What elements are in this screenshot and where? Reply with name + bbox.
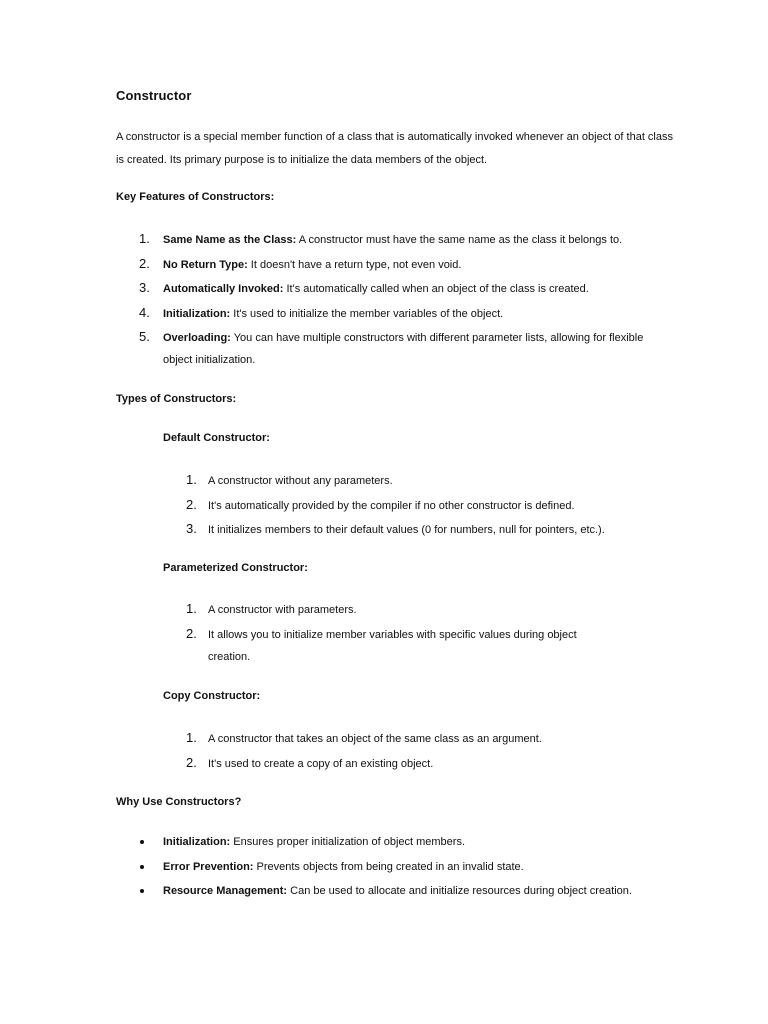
item-text: A constructor without any parameters. xyxy=(208,475,393,487)
item-term: Overloading: xyxy=(163,332,231,344)
default-constructor-list xyxy=(186,470,668,544)
item-term: Initialization: xyxy=(163,307,231,320)
why-list xyxy=(163,831,633,905)
list-marker: 3. xyxy=(139,280,150,295)
list-item xyxy=(139,278,663,300)
item-text: Can be used to allocate and initialize resources during object creation. xyxy=(287,885,632,897)
copy-constructor-heading: Copy Constructor: xyxy=(163,690,261,702)
default-constructor-heading: Default Constructor: xyxy=(163,432,270,444)
list-item xyxy=(186,495,668,517)
item-text: A constructor that takes an object of the same class as an argument. xyxy=(208,733,542,745)
list-marker: 1. xyxy=(186,472,197,487)
list-item xyxy=(139,229,663,251)
item-text: It allows you to initialize member variables with specific values during object creation. xyxy=(208,628,577,663)
parameterized-constructor-list xyxy=(186,599,618,670)
list-item xyxy=(163,880,633,902)
list-item xyxy=(186,753,668,775)
item-term: Resource Management: xyxy=(163,885,288,897)
list-marker: 2. xyxy=(139,255,150,271)
list-item xyxy=(163,856,633,878)
list-item xyxy=(186,470,668,492)
item-text: It initializes members to their default values (0 for numbers, null for pointers, etc.). xyxy=(208,524,605,536)
bullet-icon xyxy=(140,865,144,869)
item-text: It's used to initialize the member variables of the object. xyxy=(230,307,504,320)
list-item xyxy=(163,831,633,853)
intro-paragraph: A constructor is a special member function of a class that is automatically invoked whenever an object of that class is created. Its primary purpose is to initialize the data members of the object. xyxy=(116,131,673,166)
copy-constructor-list xyxy=(186,728,668,777)
item-text: A constructor with parameters. xyxy=(208,604,357,616)
item-text: Ensures proper initialization of object members. xyxy=(230,836,466,848)
key-features-heading: Key Features of Constructors: xyxy=(116,191,275,203)
item-text: Prevents objects from being created in an invalid state. xyxy=(253,860,524,873)
key-features-list xyxy=(139,229,663,374)
list-item xyxy=(139,327,663,371)
list-item xyxy=(186,519,668,541)
list-item xyxy=(139,254,663,276)
list-item xyxy=(186,728,668,750)
item-text: It's automatically provided by the compiler if no other constructor is defined. xyxy=(208,499,575,512)
list-marker: 1. xyxy=(139,231,150,246)
list-marker: 5. xyxy=(139,329,150,344)
why-heading: Why Use Constructors? xyxy=(116,796,242,808)
types-heading: Types of Constructors: xyxy=(116,393,237,405)
item-text: It's automatically called when an object of the class is created. xyxy=(283,283,589,295)
parameterized-constructor-heading: Parameterized Constructor: xyxy=(163,562,308,574)
document-title: Constructor xyxy=(116,88,192,103)
item-text: A constructor must have the same name as the class it belongs to. xyxy=(296,234,623,246)
list-marker: 2. xyxy=(186,625,197,641)
list-marker: 4. xyxy=(139,304,150,320)
list-item xyxy=(139,303,663,325)
list-marker: 1. xyxy=(186,601,197,616)
item-term: Automatically Invoked: xyxy=(163,283,284,295)
list-item xyxy=(186,624,618,668)
item-term: Initialization: xyxy=(163,836,231,848)
bullet-icon xyxy=(140,840,144,844)
list-marker: 2. xyxy=(186,496,197,512)
list-marker: 1. xyxy=(186,730,197,745)
list-marker: 2. xyxy=(186,754,197,770)
list-item xyxy=(186,599,618,621)
item-term: No Return Type: xyxy=(163,258,248,271)
list-marker: 3. xyxy=(186,521,197,536)
item-text: You can have multiple constructors with different parameter lists, allowing for flexible object initialization. xyxy=(163,332,644,366)
bullet-icon xyxy=(140,889,144,893)
item-text: It doesn't have a return type, not even void. xyxy=(247,258,462,271)
item-text: It's used to create a copy of an existing object. xyxy=(208,757,434,770)
item-term: Same Name as the Class: xyxy=(163,234,297,246)
item-term: Error Prevention: xyxy=(163,860,254,873)
